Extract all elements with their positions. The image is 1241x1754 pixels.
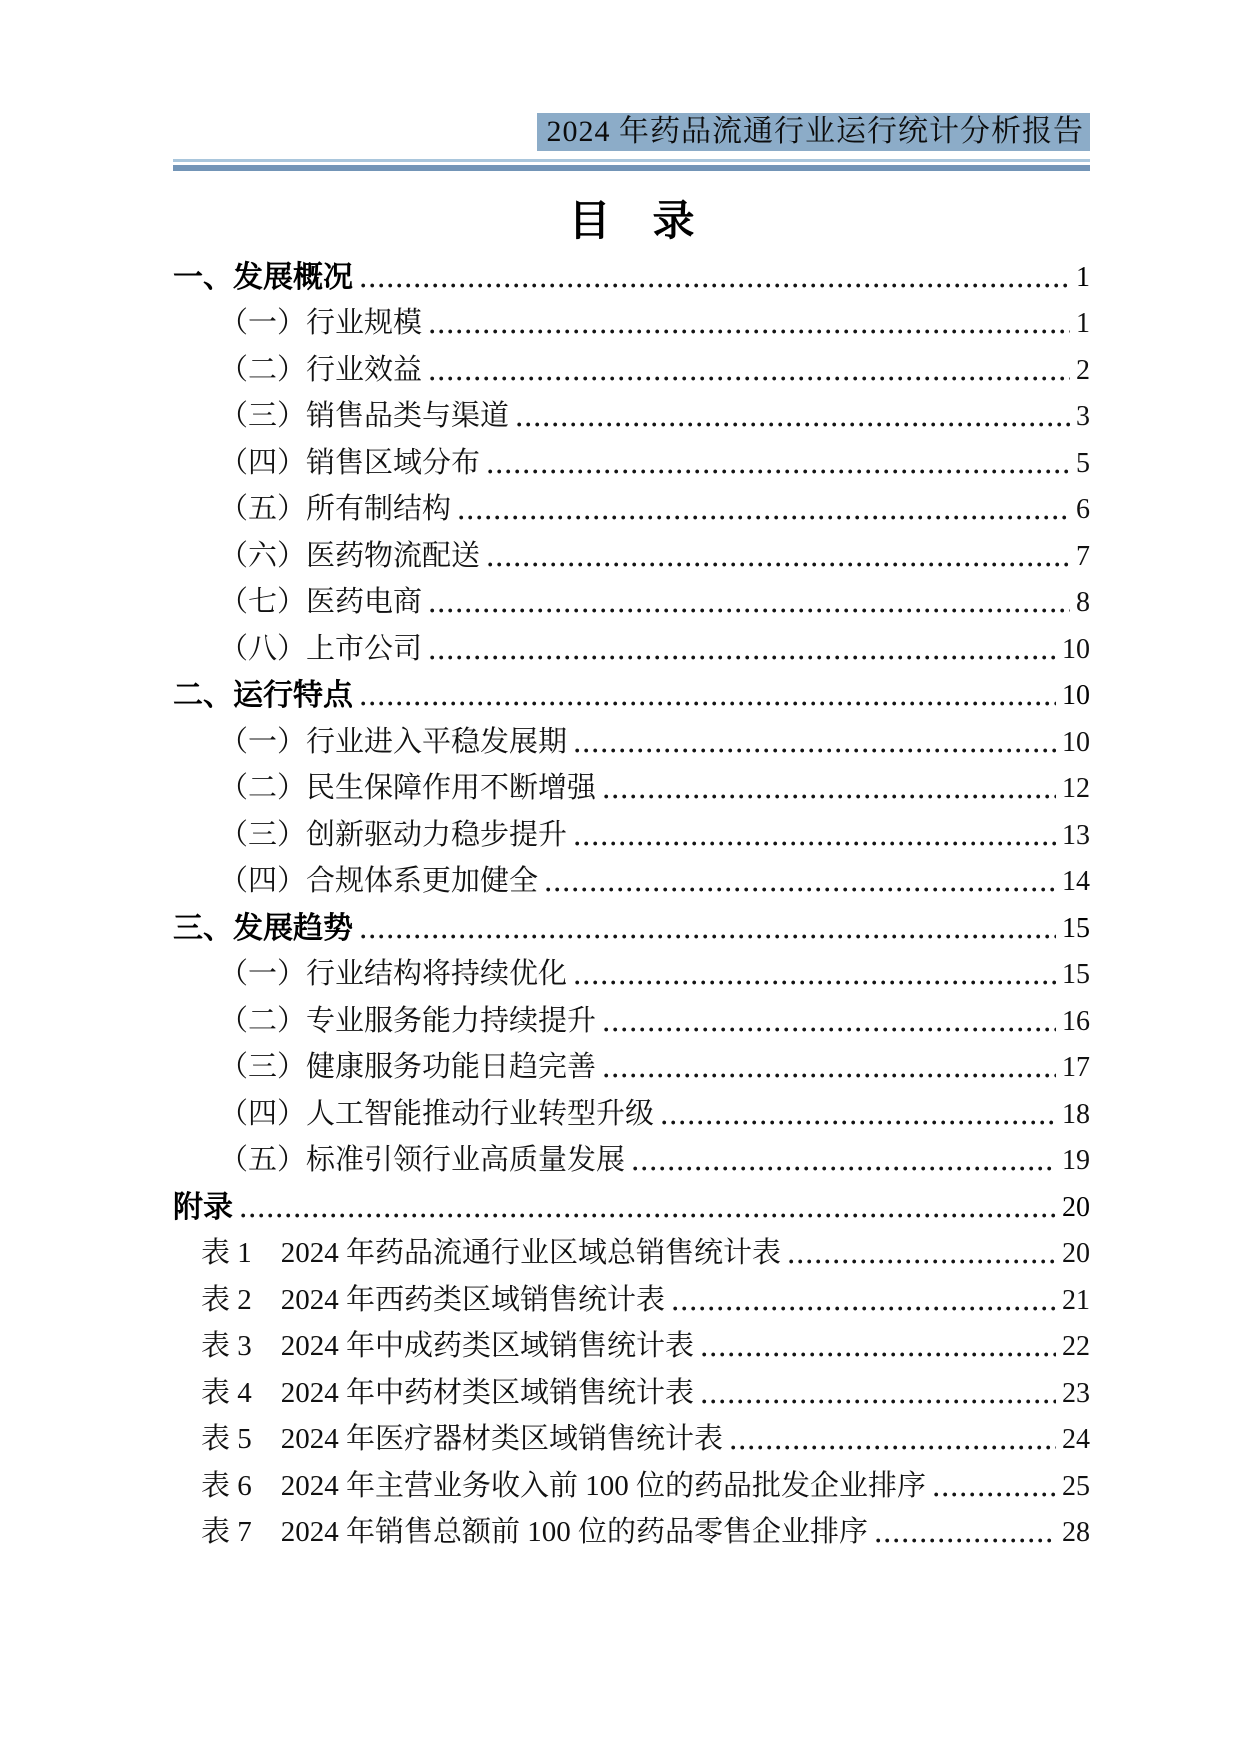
toc-entry-label: （一）行业规模 [219, 307, 423, 340]
toc-entry[interactable] [173, 343, 1090, 390]
dot-leader [731, 1445, 1056, 1450]
dot-leader [575, 748, 1056, 753]
toc-entry-page-number: 7 [1076, 540, 1090, 572]
toc-entry-page-number: 12 [1062, 773, 1090, 805]
toc-entry[interactable] [173, 1041, 1090, 1088]
toc-entry[interactable] [173, 669, 1090, 716]
toc-entry-label: （七）医药电商 [219, 586, 423, 619]
dot-leader [934, 1492, 1056, 1497]
dot-leader [430, 655, 1056, 660]
toc-entry-label: （四）销售区域分布 [219, 446, 481, 479]
toc-entry-page-number: 15 [1062, 959, 1090, 991]
toc-entry-page-number: 2 [1076, 354, 1090, 386]
toc-entry-label: （四）人工智能推动行业转型升级 [219, 1097, 655, 1130]
toc-entry[interactable] [173, 622, 1090, 669]
toc-entry[interactable] [173, 855, 1090, 902]
toc-entry[interactable] [173, 1413, 1090, 1460]
toc-entry[interactable] [173, 901, 1090, 948]
toc-entry-page-number: 8 [1076, 587, 1090, 619]
toc-entry-label: 表 3 2024 年中成药类区域销售统计表 [201, 1330, 695, 1363]
dot-leader [361, 283, 1070, 288]
toc-entry[interactable] [173, 576, 1090, 623]
report-title: 2024 年药品流通行业运行统计分析报告 [537, 113, 1091, 151]
toc-entry-page-number: 14 [1062, 866, 1090, 898]
toc-entry[interactable] [173, 808, 1090, 855]
toc-entry-label: （二）行业效益 [219, 353, 423, 386]
toc-entry-page-number: 1 [1076, 308, 1090, 340]
toc-entry-page-number: 20 [1062, 1238, 1090, 1270]
toc-entry[interactable] [173, 250, 1090, 297]
dot-leader [430, 608, 1070, 613]
dot-leader [575, 980, 1056, 985]
toc-entry-label: （六）医药物流配送 [219, 539, 481, 572]
dot-leader [876, 1538, 1056, 1543]
toc-entry-label: （二）专业服务能力持续提升 [219, 1004, 597, 1037]
dot-leader [241, 1213, 1056, 1218]
table-of-contents [173, 250, 1090, 1552]
dot-leader [604, 794, 1056, 799]
toc-entry[interactable] [173, 1273, 1090, 1320]
toc-entry-label: 一、发展概况 [173, 260, 353, 294]
toc-entry-label: （二）民生保障作用不断增强 [219, 772, 597, 805]
toc-entry-label: （四）合规体系更加健全 [219, 865, 539, 898]
dot-leader [604, 1073, 1056, 1078]
dot-leader [517, 422, 1070, 427]
toc-entry-label: （五）标准引领行业高质量发展 [219, 1144, 626, 1177]
toc-entry-label: 表 7 2024 年销售总额前 100 位的药品零售企业排序 [201, 1516, 869, 1549]
toc-entry-page-number: 10 [1062, 633, 1090, 665]
toc-entry-label: （五）所有制结构 [219, 493, 452, 526]
dot-leader [361, 701, 1056, 706]
toc-entry-label: （三）健康服务功能日趋完善 [219, 1051, 597, 1084]
header-rule-divider [173, 159, 1090, 171]
toc-entry[interactable] [173, 1506, 1090, 1553]
toc-entry-page-number: 5 [1076, 447, 1090, 479]
toc-entry-page-number: 20 [1062, 1191, 1090, 1223]
toc-entry[interactable] [173, 483, 1090, 530]
dot-leader [459, 515, 1070, 520]
toc-entry-label: 表 4 2024 年中药材类区域销售统计表 [201, 1376, 695, 1409]
toc-entry[interactable] [173, 1087, 1090, 1134]
toc-entry[interactable] [173, 1134, 1090, 1181]
page-header [173, 0, 1090, 151]
toc-entry-page-number: 10 [1062, 680, 1090, 712]
toc-entry-page-number: 6 [1076, 494, 1090, 526]
toc-entry[interactable] [173, 297, 1090, 344]
toc-entry-page-number: 10 [1062, 726, 1090, 758]
toc-entry[interactable] [173, 948, 1090, 995]
toc-entry[interactable] [173, 436, 1090, 483]
toc-entry-label: 表 5 2024 年医疗器材类区域销售统计表 [201, 1423, 724, 1456]
toc-entry-page-number: 1 [1076, 261, 1090, 293]
toc-entry[interactable] [173, 1227, 1090, 1274]
toc-entry[interactable] [173, 715, 1090, 762]
toc-entry-label: 二、运行特点 [173, 679, 353, 712]
toc-entry-label: （一）行业进入平稳发展期 [219, 725, 568, 758]
toc-entry-page-number: 15 [1062, 912, 1090, 944]
toc-entry-label: （三）创新驱动力稳步提升 [219, 818, 568, 851]
dot-leader [546, 887, 1056, 892]
dot-leader [789, 1259, 1056, 1264]
dot-leader [488, 469, 1070, 474]
toc-entry[interactable] [173, 762, 1090, 809]
toc-entry-label: 附录 [173, 1190, 233, 1224]
toc-entry[interactable] [173, 1366, 1090, 1413]
toc-title: 目 录 [568, 197, 695, 244]
toc-entry[interactable] [173, 1180, 1090, 1227]
toc-entry-page-number: 3 [1076, 401, 1090, 433]
toc-entry-label: （三）销售品类与渠道 [219, 400, 510, 433]
toc-entry-page-number: 13 [1062, 819, 1090, 851]
toc-entry-page-number: 28 [1062, 1517, 1090, 1549]
toc-entry-label: 表 6 2024 年主营业务收入前 100 位的药品批发企业排序 [201, 1469, 927, 1502]
toc-entry-page-number: 25 [1062, 1470, 1090, 1502]
toc-entry-page-number: 19 [1062, 1145, 1090, 1177]
dot-leader [361, 934, 1056, 939]
toc-entry-page-number: 24 [1062, 1424, 1090, 1456]
dot-leader [662, 1120, 1056, 1125]
toc-entry-label: 表 1 2024 年药品流通行业区域总销售统计表 [201, 1237, 782, 1270]
dot-leader [604, 1027, 1056, 1032]
toc-entry[interactable] [173, 529, 1090, 576]
dot-leader [488, 562, 1070, 567]
toc-entry-label: 三、发展趋势 [173, 911, 353, 945]
toc-entry-page-number: 17 [1062, 1052, 1090, 1084]
dot-leader [702, 1352, 1056, 1357]
toc-entry-label: 表 2 2024 年西药类区域销售统计表 [201, 1283, 666, 1316]
dot-leader [430, 376, 1070, 381]
toc-entry-label: （一）行业结构将持续优化 [219, 958, 568, 991]
dot-leader [673, 1306, 1056, 1311]
toc-entry-label: （八）上市公司 [219, 632, 423, 665]
toc-entry-page-number: 21 [1062, 1284, 1090, 1316]
toc-entry[interactable] [173, 994, 1090, 1041]
dot-leader [702, 1399, 1056, 1404]
toc-entry[interactable] [173, 390, 1090, 437]
dot-leader [633, 1166, 1056, 1171]
toc-entry-page-number: 22 [1062, 1331, 1090, 1363]
dot-leader [575, 841, 1056, 846]
toc-entry-page-number: 23 [1062, 1377, 1090, 1409]
dot-leader [430, 329, 1070, 334]
toc-entry[interactable] [173, 1459, 1090, 1506]
toc-entry-page-number: 16 [1062, 1005, 1090, 1037]
toc-entry-page-number: 18 [1062, 1098, 1090, 1130]
toc-entry[interactable] [173, 1320, 1090, 1367]
